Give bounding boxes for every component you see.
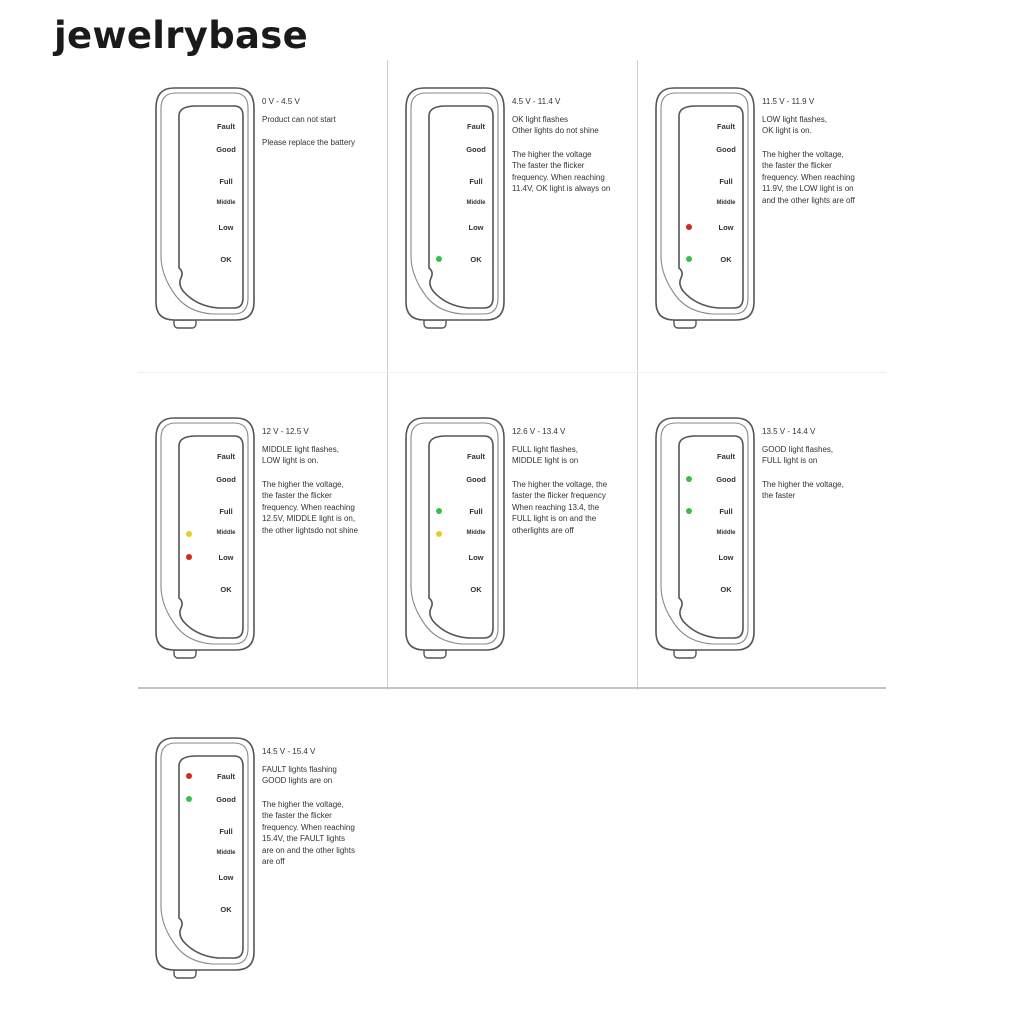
status-text: OK light flashes Other lights do not shine [512, 114, 599, 135]
middle-light [436, 531, 442, 537]
low-label: Low [718, 223, 734, 232]
middle-label: Middle [466, 530, 486, 536]
voltage-range: 12 V - 12.5 V [262, 427, 309, 436]
full-light [436, 508, 442, 514]
low-label: Low [218, 223, 234, 232]
battery-tester-device [150, 88, 262, 333]
panel-description [262, 426, 382, 536]
status-text: LOW light flashes, OK light is on. [762, 114, 827, 135]
status-text: FULL light flashes, MIDDLE light is on [512, 444, 579, 465]
ok-label: OK [470, 255, 482, 264]
ok-light [436, 256, 442, 262]
fault-label: Fault [467, 122, 485, 131]
middle-light [186, 531, 192, 537]
middle-label: Middle [716, 200, 736, 206]
voltage-range: 12.6 V - 13.4 V [512, 427, 566, 436]
voltage-panel [138, 738, 388, 998]
low-label: Low [718, 553, 734, 562]
full-label: Full [219, 507, 233, 516]
good-label: Good [716, 475, 736, 484]
grid-divider-horizontal-2 [138, 687, 886, 689]
status-text: FAULT lights flashing GOOD lights are on [262, 764, 337, 785]
voltage-panel [638, 418, 888, 678]
middle-label: Middle [466, 200, 486, 206]
good-label: Good [216, 795, 236, 804]
status-text: Product can not start [262, 114, 336, 124]
voltage-panel [388, 418, 638, 678]
voltage-panel [138, 88, 388, 348]
ok-light [686, 256, 692, 262]
full-label: Full [219, 827, 233, 836]
panel-description [762, 96, 882, 206]
fault-label: Fault [467, 452, 485, 461]
voltage-range: 13.5 V - 14.4 V [762, 427, 816, 436]
low-light [686, 224, 692, 230]
panel-description [262, 96, 382, 149]
full-label: Full [719, 507, 733, 516]
panel-description [512, 426, 632, 536]
low-light [186, 554, 192, 560]
good-light [186, 796, 192, 802]
fault-label: Fault [217, 452, 235, 461]
middle-label: Middle [216, 850, 236, 856]
good-label: Good [716, 145, 736, 154]
fault-label: Fault [217, 122, 235, 131]
battery-tester-device [150, 418, 262, 663]
battery-tester-device [650, 88, 762, 333]
grid-divider-horizontal-1 [138, 372, 886, 373]
ok-label: OK [470, 585, 482, 594]
full-light [686, 508, 692, 514]
good-label: Good [216, 145, 236, 154]
fault-label: Fault [717, 452, 735, 461]
voltage-range: 0 V - 4.5 V [262, 97, 300, 106]
middle-label: Middle [216, 200, 236, 206]
ok-label: OK [720, 585, 732, 594]
good-label: Good [466, 475, 486, 484]
status-text: MIDDLE light flashes, LOW light is on. [262, 444, 339, 465]
status-text: GOOD light flashes, FULL light is on [762, 444, 834, 465]
fault-label: Fault [217, 772, 235, 781]
fault-light [186, 773, 192, 779]
voltage-panel [638, 88, 888, 348]
voltage-range: 11.5 V - 11.9 V [762, 97, 815, 106]
panel-description [512, 96, 632, 195]
ok-label: OK [220, 255, 232, 264]
detail-text: The higher the voltage, the faster the flicker frequency. When reaching 12.5V, MIDDLE light is on, the other lightsdo not shine [262, 479, 359, 535]
good-light [686, 476, 692, 482]
ok-label: OK [220, 905, 232, 914]
voltage-panel [388, 88, 638, 348]
detail-text: The higher the voltage, the faster the flicker frequency. When reaching 15.4V, the FAULT lights are on and the other lights are off [262, 799, 355, 866]
low-label: Low [218, 873, 234, 882]
good-label: Good [216, 475, 236, 484]
battery-tester-device [400, 418, 512, 663]
detail-text: The higher the voltage, the faster the flicker frequency When reaching 13.4, the FULL light is on and the otherlights are off [512, 479, 608, 535]
middle-label: Middle [716, 530, 736, 536]
low-label: Low [468, 553, 484, 562]
full-label: Full [219, 177, 233, 186]
full-label: Full [469, 177, 483, 186]
battery-tester-device [650, 418, 762, 663]
panel-description [762, 426, 882, 502]
ok-label: OK [720, 255, 732, 264]
brand-watermark: jewelrybase [54, 14, 308, 57]
ok-label: OK [220, 585, 232, 594]
fault-label: Fault [717, 122, 735, 131]
detail-text: The higher the voltage, the faster [762, 479, 844, 500]
panel-description [262, 746, 382, 868]
voltage-range: 14.5 V - 15.4 V [262, 747, 316, 756]
battery-tester-device [400, 88, 512, 333]
low-label: Low [468, 223, 484, 232]
battery-tester-device [150, 738, 262, 983]
full-label: Full [719, 177, 733, 186]
voltage-range: 4.5 V - 11.4 V [512, 97, 561, 106]
detail-text: The higher the voltage, the faster the flicker frequency. When reaching 11.9V, the LOW light is on and the other lights are off [762, 149, 855, 205]
voltage-panel [138, 418, 388, 678]
low-label: Low [218, 553, 234, 562]
good-label: Good [466, 145, 486, 154]
full-label: Full [469, 507, 483, 516]
detail-text: Please replace the battery [262, 138, 355, 147]
detail-text: The higher the voltage The faster the flicker frequency. When reaching 11.4V, OK light is always on [512, 149, 611, 193]
middle-label: Middle [216, 530, 236, 536]
